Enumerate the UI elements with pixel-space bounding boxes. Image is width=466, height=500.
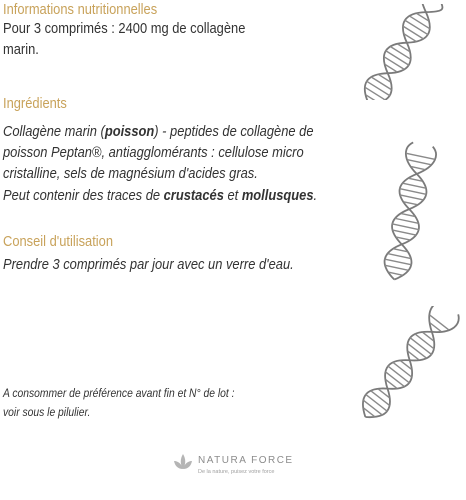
ingredients-line-1	[3, 123, 314, 140]
ingredients-title: Ingrédients	[3, 95, 67, 112]
nutrition-line-2: marin.	[3, 41, 39, 58]
dna-helix-icon	[340, 4, 462, 100]
ingredients-text: ) - peptides de collagène de	[154, 123, 314, 140]
allergen-poisson: poisson	[104, 123, 155, 140]
dna-helix-icon	[372, 140, 444, 290]
best-before-note-line-2: voir sous le pilulier.	[3, 405, 91, 419]
usage-title: Conseil d'utilisation	[3, 233, 114, 250]
ingredients-line-3: cristalline, sels de magnésium d'acides gras.	[3, 165, 258, 182]
ingredients-text: .	[313, 187, 318, 204]
brand-tagline: De la nature, puisez votre force	[198, 469, 275, 475]
dna-helix-icon	[346, 306, 466, 424]
ingredients-text: Peut contenir des traces de	[3, 187, 164, 204]
best-before-note-line-1: A consommer de préférence avant fin et N° de lot :	[3, 386, 235, 400]
allergen-crustaces: crustacés	[163, 187, 224, 204]
ingredients-line-4	[3, 187, 317, 204]
lotus-leaf-icon	[172, 452, 194, 474]
ingredients-text: et	[223, 187, 242, 204]
nutrition-title: Informations nutritionnelles	[3, 1, 158, 18]
ingredients-text: Collagène marin (	[3, 123, 105, 140]
brand-name: NATURA FORCE	[198, 455, 294, 466]
nutrition-line-1: Pour 3 comprimés : 2400 mg de collagène	[3, 20, 246, 37]
usage-line-1: Prendre 3 comprimés par jour avec un verre d'eau.	[3, 256, 294, 273]
ingredients-line-2: poisson Peptan®, antiagglomérants : cellulose micro	[3, 144, 304, 161]
allergen-mollusques: mollusques	[241, 187, 314, 204]
